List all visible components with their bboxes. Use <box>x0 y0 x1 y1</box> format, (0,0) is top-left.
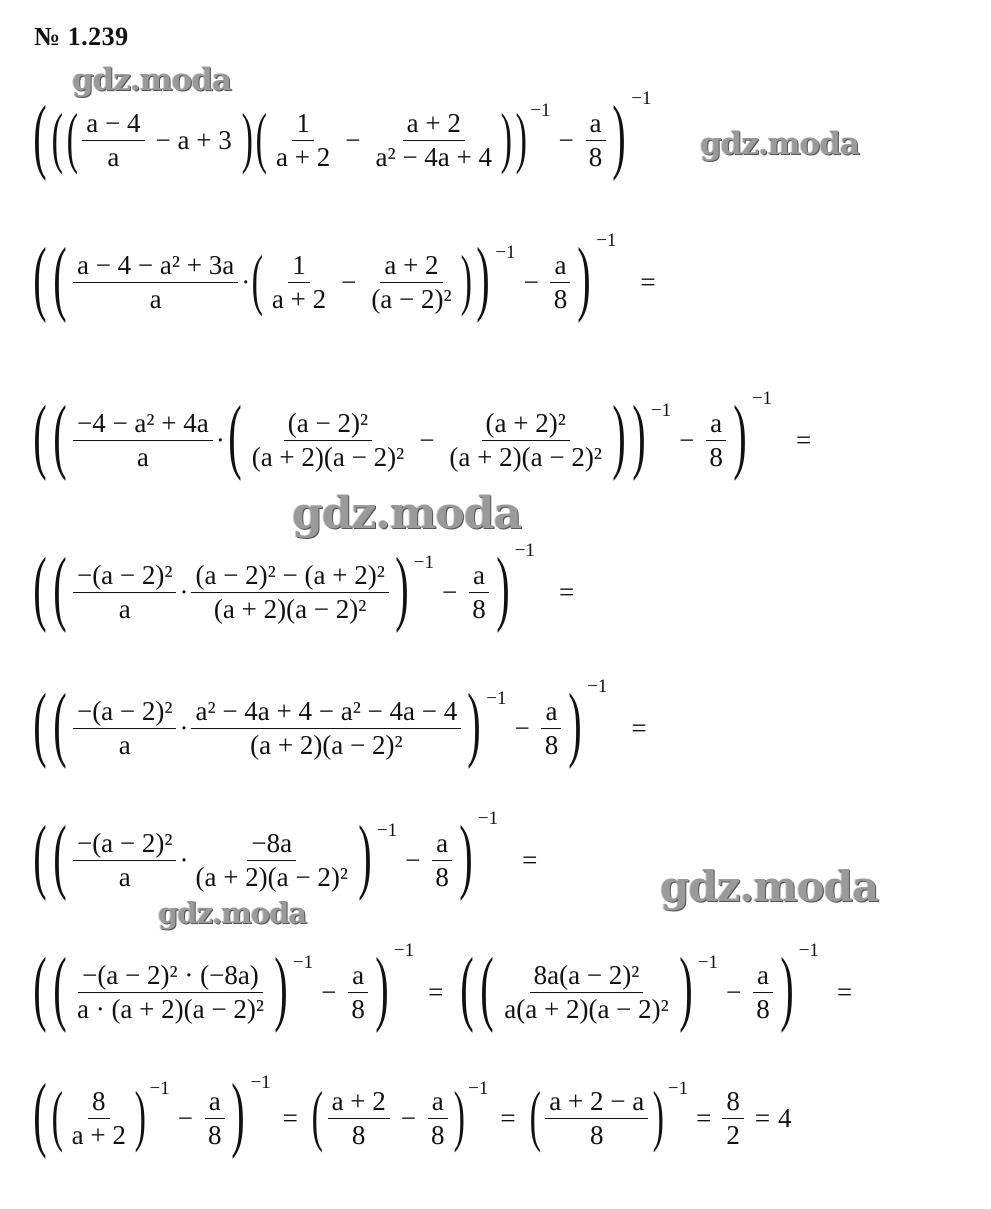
fraction: $\frac{8}{a + 2}$ <box>71 1085 126 1150</box>
fraction: $\frac{-8a}{\text{(a + 2)(a − 2)²}}$ <box>195 827 348 892</box>
fraction: $\frac{a + 2}{\text{(a − 2)²}}$ <box>371 249 452 314</box>
watermark: gdz.moda <box>72 62 231 98</box>
equation-line-7: ( ( $\frac{\text{−(a − 2)² · (−8a)}}{\text{a · (a + 2)(a − 2)²}}$ ) −1 − $\frac{a}{8}$ ) −1 = ( ( $\frac{\text{8a(a − 2)²}}{\text{a(a + 2)(a − 2)²}}$ ) −1 − $\frac{a}{8}$ ) −1 = <box>33 939 853 1034</box>
fraction: $\frac{a}{8}$ <box>752 962 774 1023</box>
fraction: $\frac{\text{a − 4 − a² + 3a}}{a}$ <box>73 252 238 313</box>
fraction: $\frac{\text{−(a − 2)²}}{a}$ <box>73 698 177 759</box>
fraction: $\frac{\text{(a − 2)² − (a + 2)²}}{\text{(a + 2)(a − 2)²}}$ <box>191 562 388 623</box>
fraction: $\frac{a}{8}$ <box>705 410 727 471</box>
fraction: $\frac{a}{8}$ <box>541 698 563 759</box>
watermark: gdz.moda <box>158 896 307 930</box>
final-answer: 4 <box>778 1102 792 1133</box>
fraction: $\frac{\text{−(a − 2)² · (−8a)}}{\text{a · (a + 2)(a − 2)²}}$ <box>76 959 264 1024</box>
fraction: $\frac{a}{8}$ <box>204 1088 226 1149</box>
fraction: $\frac{\text{a² − 4a + 4 − a² − 4a − 4}}{\text{(a + 2)(a − 2)²}}$ <box>191 698 461 759</box>
equation-line-1: ( ( ( $\frac{a - 4}{a}$ − a + 3 ) ( $\frac{1}{a + 2}$ − $\frac{a + 2}{\text{a² − 4a + 4}}$ ) ) −1 − $\frac{a}{8}$ ) −1 <box>33 87 652 182</box>
fraction: $\frac{\text{−(a − 2)²}}{a}$ <box>73 562 177 623</box>
fraction: $\frac{\text{(a + 2)²}}{\text{(a + 2)(a − 2)²}}$ <box>449 407 602 472</box>
equation-line-6: ( ( $\frac{\text{−(a − 2)²}}{a}$ · $\frac{-8a}{\text{(a + 2)(a − 2)²}}$ ) −1 − $\frac{a}{8}$ ) −1 = <box>33 807 538 902</box>
problem-number: № 1.239 <box>34 22 129 51</box>
fraction: $\frac{a + 2 - a}{8}$ <box>545 1088 648 1149</box>
fraction: $\frac{a}{8}$ <box>585 110 607 171</box>
fraction: $\frac{a}{8}$ <box>427 1088 449 1149</box>
equation-line-3: ( ( $\frac{\text{−4 − a² + 4a}}{a}$ · ( $\frac{\text{(a − 2)²}}{\text{(a + 2)(a − 2)²}}$ − $\frac{\text{(a + 2)²}}{\text{(a + 2)(a − 2)²}}$ ) ) −1 − $\frac{a}{8}$ ) −1 = <box>33 387 812 482</box>
fraction: $\frac{a + 2}{\text{a² − 4a + 4}}$ <box>375 107 493 172</box>
fraction: $\frac{a}{8}$ <box>347 962 369 1023</box>
fraction: $\frac{1}{a + 2}$ <box>276 107 331 172</box>
fraction: $\frac{\text{−4 − a² + 4a}}{a}$ <box>73 410 213 471</box>
equation-line-5: ( ( $\frac{\text{−(a − 2)²}}{a}$ · $\frac{\text{a² − 4a + 4 − a² − 4a − 4}}{\text{(a + 2)(a − 2)²}}$ ) −1 − $\frac{a}{8}$ ) −1 = <box>33 675 647 770</box>
equation-line-4: ( ( $\frac{\text{−(a − 2)²}}{a}$ · $\frac{\text{(a − 2)² − (a + 2)²}}{\text{(a + 2)(a − 2)²}}$ ) −1 − $\frac{a}{8}$ ) −1 = <box>33 539 575 634</box>
watermark: gdz.moda <box>660 862 879 911</box>
fraction: $\frac{1}{a + 2}$ <box>271 249 327 314</box>
fraction: $\frac{a}{8}$ <box>431 830 453 891</box>
fraction: $\frac{a}{8}$ <box>468 562 490 623</box>
watermark: gdz.moda <box>292 488 522 539</box>
fraction: $\frac{a + 2}{8}$ <box>328 1088 390 1149</box>
fraction: $\frac{\text{8a(a − 2)²}}{\text{a(a + 2)(a − 2)²}}$ <box>504 959 669 1024</box>
fraction: $\frac{a}{8}$ <box>550 252 572 313</box>
equation-line-2: ( ( $\frac{\text{a − 4 − a² + 3a}}{a}$ · ( $\frac{1}{a + 2}$ − $\frac{a + 2}{\text{(a − 2)²}}$ ) ) −1 − $\frac{a}{8}$ ) −1 = <box>33 229 656 324</box>
fraction: $\frac{\text{−(a − 2)²}}{a}$ <box>73 830 177 891</box>
watermark: gdz.moda <box>700 126 859 162</box>
fraction: $\frac{\text{(a − 2)²}}{\text{(a + 2)(a − 2)²}}$ <box>251 407 405 472</box>
equation-line-8: ( ( $\frac{8}{a + 2}$ ) −1 − $\frac{a}{8}$ ) −1 = ( $\frac{a + 2}{8}$ − $\frac{a}{8}$ ) −1 = ( $\frac{a + 2 - a}{8}$ ) −1 = $\frac{8}{2}$ = 4 <box>33 1067 792 1160</box>
fraction: $\frac{8}{2}$ <box>722 1088 744 1149</box>
fraction: $\frac{a - 4}{a}$ <box>82 110 144 171</box>
